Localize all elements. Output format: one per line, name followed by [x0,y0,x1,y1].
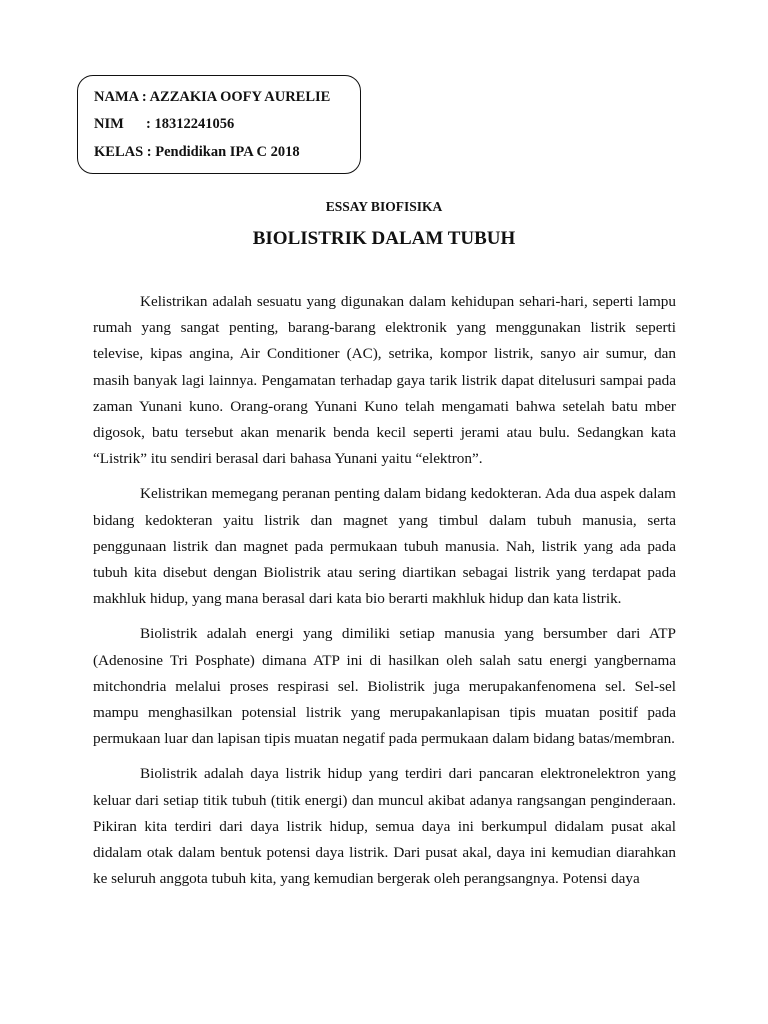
student-info-box [77,75,361,174]
student-class-line: KELAS : Pendidikan IPA C 2018 [94,144,300,160]
essay-body [93,289,676,901]
paragraph-1: Kelistrikan adalah sesuatu yang digunakan dalam kehidupan sehari-hari, seperti lampu rumah yang sangat penting, barang-barang elektronik yang menggunakan listrik seperti televise, kipas angina, Air Conditioner (AC), setrika, kompor listrik, sanyo air sumur, dan masih banyak lagi lainnya. Pengamatan terhadap gaya tarik listrik dapat ditelusuri sampai pada zaman Yunani kuno. Orang-orang Yunani Kuno telah mengamati bahwa setelah batu mber digosok, batu tersebut akan menarik benda kecil seperti jerami atau bulu. Sedangkan kata “Listrik” itu sendiri berasal dari bahasa Yunani yaitu “elektron”. [93,293,676,468]
paragraph-4: Biolistrik adalah daya listrik hidup yang terdiri dari pancaran elektronelektron yang keluar dari setiap titik tubuh (titik energi) dan muncul akibat adanya rangsangan penginderaan. Pikiran kita terdiri dari daya listrik hidup, semua daya ini berkumpul didalam pusat akal didalam otak dalam bentuk potensi daya listrik. Dari pusat akal, daya ini kemudian diarahkan ke seluruh anggota tubuh kita, yang kemudian bergerak oleh perangsangnya. Potensi daya [93,765,676,888]
student-nim-line [94,117,234,132]
document-subtitle: ESSAY BIOFISIKA [325,199,443,214]
document-title: BIOLISTRIK DALAM TUBUH [252,228,516,249]
nim-label: NIM [94,116,124,132]
paragraph-3: Biolistrik adalah energi yang dimiliki setiap manusia yang bersumber dari ATP (Adenosine Tri Posphate) dimana ATP ini di hasilkan oleh salah satu energi yangbernama mitchondria melalui proses respirasi sel. Biolistrik juga merupakanfenomena sel. Sel-sel mampu menghasilkan potensial listrik yang merupakanlapisan tipis muatan positif pada permukaan luar dan lapisan tipis muatan negatif pada permukaan dalam bidang batas/membran. [93,625,676,748]
paragraph-2: Kelistrikan memegang peranan penting dalam bidang kedokteran. Ada dua aspek dalam bidang kedokteran yaitu listrik dan magnet yang timbul dalam tubuh manusia, serta penggunaan listrik dan magnet pada permukaan tubuh manusia. Nah, listrik yang ada pada tubuh kita disebut dengan Biolistrik atau sering diartikan sebagai listrik yang terdapat pada makhluk hidup, yang mana berasal dari kata bio berarti makhluk hidup dan kata listrik. [93,485,676,608]
student-name-line: NAMA : AZZAKIA OOFY AURELIE [94,89,331,105]
nim-value: : 18312241056 [146,116,235,132]
